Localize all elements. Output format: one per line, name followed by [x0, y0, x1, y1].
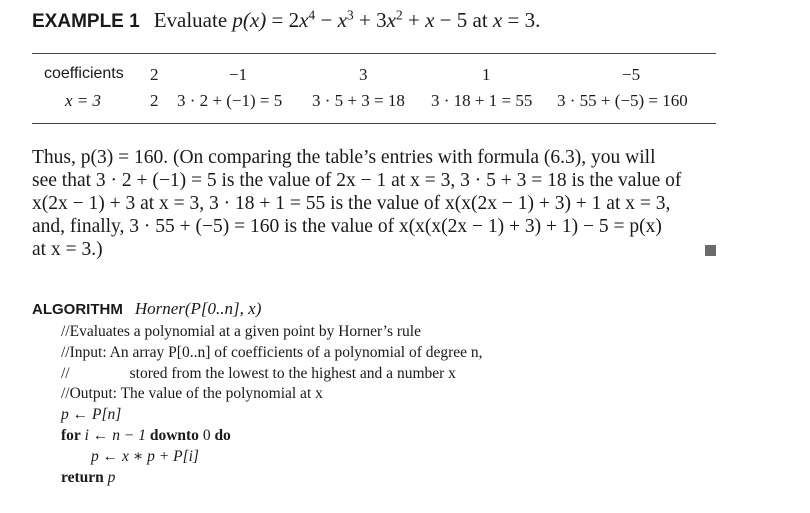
table-cell: 3 · 55 + (−5) = 160 — [557, 91, 688, 110]
example-plus-x: + — [402, 8, 426, 32]
table-top-rule — [32, 53, 716, 54]
algorithm-heading — [32, 299, 261, 319]
example-text-prefix: Evaluate — [153, 8, 233, 32]
do-keyword: do — [214, 426, 231, 444]
example-minus: − — [315, 8, 338, 32]
table-cell: 3 — [359, 65, 368, 84]
algorithm-loop-body: p ← x ∗ p + P[i] — [91, 447, 199, 465]
return-value: p — [107, 468, 116, 486]
paragraph-line: and, finally, 3 · 55 + (−5) = 160 is the value of x(x(x(2x − 1) + 3) + 1) − 5 = p(x) — [32, 216, 662, 237]
for-variable: i ← n − 1 — [84, 426, 146, 444]
example-exp4: 4 — [308, 7, 316, 23]
algorithm-keyword: ALGORITHM — [32, 301, 123, 318]
comment-slashes: // — [61, 364, 70, 382]
example-plus3: + 3 — [353, 8, 387, 32]
example-label: EXAMPLE 1 — [32, 11, 140, 32]
paragraph-line: Thus, p(3) = 160. (On comparing the table’s entries with formula (6.3), you will — [32, 147, 656, 168]
example-p-of-x: p(x) — [232, 8, 267, 32]
algorithm-init-line: p ← P[n] — [61, 406, 122, 424]
for-keyword: for — [61, 426, 81, 444]
example-exp2: 2 — [395, 7, 403, 23]
example-rest: − 5 at — [434, 8, 493, 32]
paragraph-line: x(2x − 1) + 3 at x = 3, 3 · 18 + 1 = 55 is the value of x(x(2x − 1) + 3) + 1 at x = 3, — [32, 193, 671, 214]
comment-continuation: stored from the lowest to the highest and a number x — [129, 364, 456, 382]
for-end-value: 0 — [202, 426, 211, 444]
row-label-x: x = 3 — [65, 91, 102, 110]
example-x1: x — [299, 8, 309, 32]
example-x5: x — [492, 8, 503, 32]
example-x2: x — [337, 8, 347, 32]
table-cell: 2 — [150, 65, 159, 84]
explanation-paragraph — [32, 146, 722, 261]
end-of-example-square-icon — [705, 245, 716, 256]
paragraph-line: see that 3 · 2 + (−1) = 5 is the value of 2x − 1 at x = 3, 3 · 5 + 3 = 18 is the value of — [32, 170, 682, 191]
table-row-x-equals-3 — [32, 88, 716, 114]
horner-table — [32, 62, 716, 114]
table-cell: 3 · 5 + 3 = 18 — [312, 91, 405, 110]
algorithm-comment: //Evaluates a polynomial at a given point by Horner’s rule — [61, 323, 421, 340]
table-row-coefficients — [32, 62, 716, 88]
algorithm-return-line — [61, 468, 483, 489]
algorithm-comment: //Output: The value of the polynomial at x — [61, 385, 323, 403]
algorithm-for-line — [61, 426, 483, 447]
example-eq: = 2 — [266, 8, 300, 32]
table-cell: 2 — [150, 91, 159, 110]
table-cell: 1 — [482, 65, 491, 84]
example-heading — [32, 8, 540, 33]
row-label-coefficients: coefficients — [44, 65, 124, 82]
paragraph-line: at x = 3.) — [32, 239, 103, 260]
algorithm-comment — [61, 364, 483, 385]
example-x4: x — [425, 8, 435, 32]
example-exp3: 3 — [346, 7, 354, 23]
table-cell: −1 — [229, 65, 248, 84]
return-keyword: return — [61, 468, 104, 486]
example-end: = 3. — [502, 8, 541, 32]
table-cell: 3 · 2 + (−1) = 5 — [177, 91, 283, 110]
table-cell: −5 — [622, 65, 641, 84]
table-cell: 3 · 18 + 1 = 55 — [431, 91, 533, 110]
algorithm-signature: Horner(P[0..n], x) — [134, 299, 262, 318]
algorithm-comment: //Input: An array P[0..n] of coefficients of a polynomial of degree n, — [61, 343, 483, 361]
example-x3: x — [386, 8, 396, 32]
downto-keyword: downto — [149, 426, 199, 444]
algorithm-body — [61, 322, 483, 488]
table-bottom-rule — [32, 123, 716, 124]
